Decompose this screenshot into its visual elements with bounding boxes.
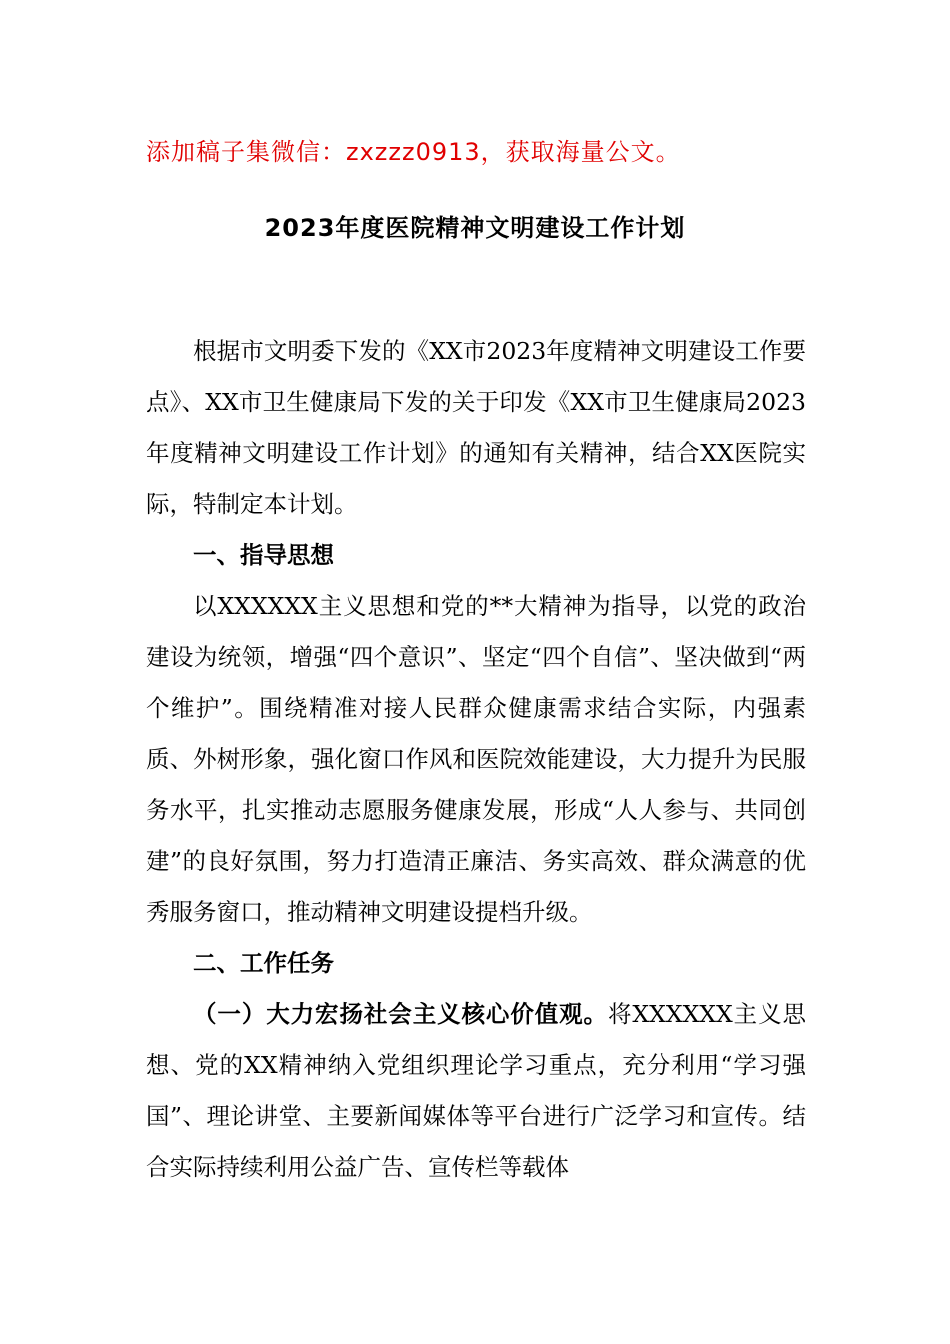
intro-paragraph: 根据市文明委下发的《XX市2023年度精神文明建设工作要点》、XX市卫生健康局下发的关于印发《XX市卫生健康局2023年度精神文明建设工作计划》的通知有关精神，结合XX医院实际，特制定本计划。 — [146, 337, 806, 518]
work-task-item-1-lead: （一）大力宏扬社会主义核心价值观。 — [193, 1000, 608, 1028]
work-task-item-1-text: 将XXXXXX主义思想、党的XX精神纳入党组织理论学习重点，充分利用“学习强国”、理论讲堂、主要新闻媒体等平台进行广泛学习和宣传。结合实际持续利用公益广告、宣传栏等载体 — [146, 1000, 806, 1181]
section-heading-work-tasks: 二、工作任务 — [193, 949, 334, 977]
work-task-item-1 — [146, 989, 806, 1193]
guiding-ideology-paragraph: 以XXXXXX主义思想和党的**大精神为指导，以党的政治建设为统领，增强“四个意识”、坚定“四个自信”、坚决做到“两个维护”。围绕精准对接人民群众健康需求结合实际，内强素质、外树形象，强化窗口作风和医院效能建设，大力提升为民服务水平，扎实推动志愿服务健康发展，形成“人人参与、共同创建”的良好氛围，努力打造清正廉洁、务实高效、群众满意的优秀服务窗口，推动精神文明建设提档升级。 — [146, 592, 806, 926]
document-title: 2023年度医院精神文明建设工作计划 — [264, 214, 686, 242]
wechat-notice: 添加稿子集微信：zxzzz0913，获取海量公文。 — [146, 138, 681, 166]
section-heading-guiding-ideology: 一、指导思想 — [193, 541, 334, 569]
document-body — [146, 326, 806, 1193]
